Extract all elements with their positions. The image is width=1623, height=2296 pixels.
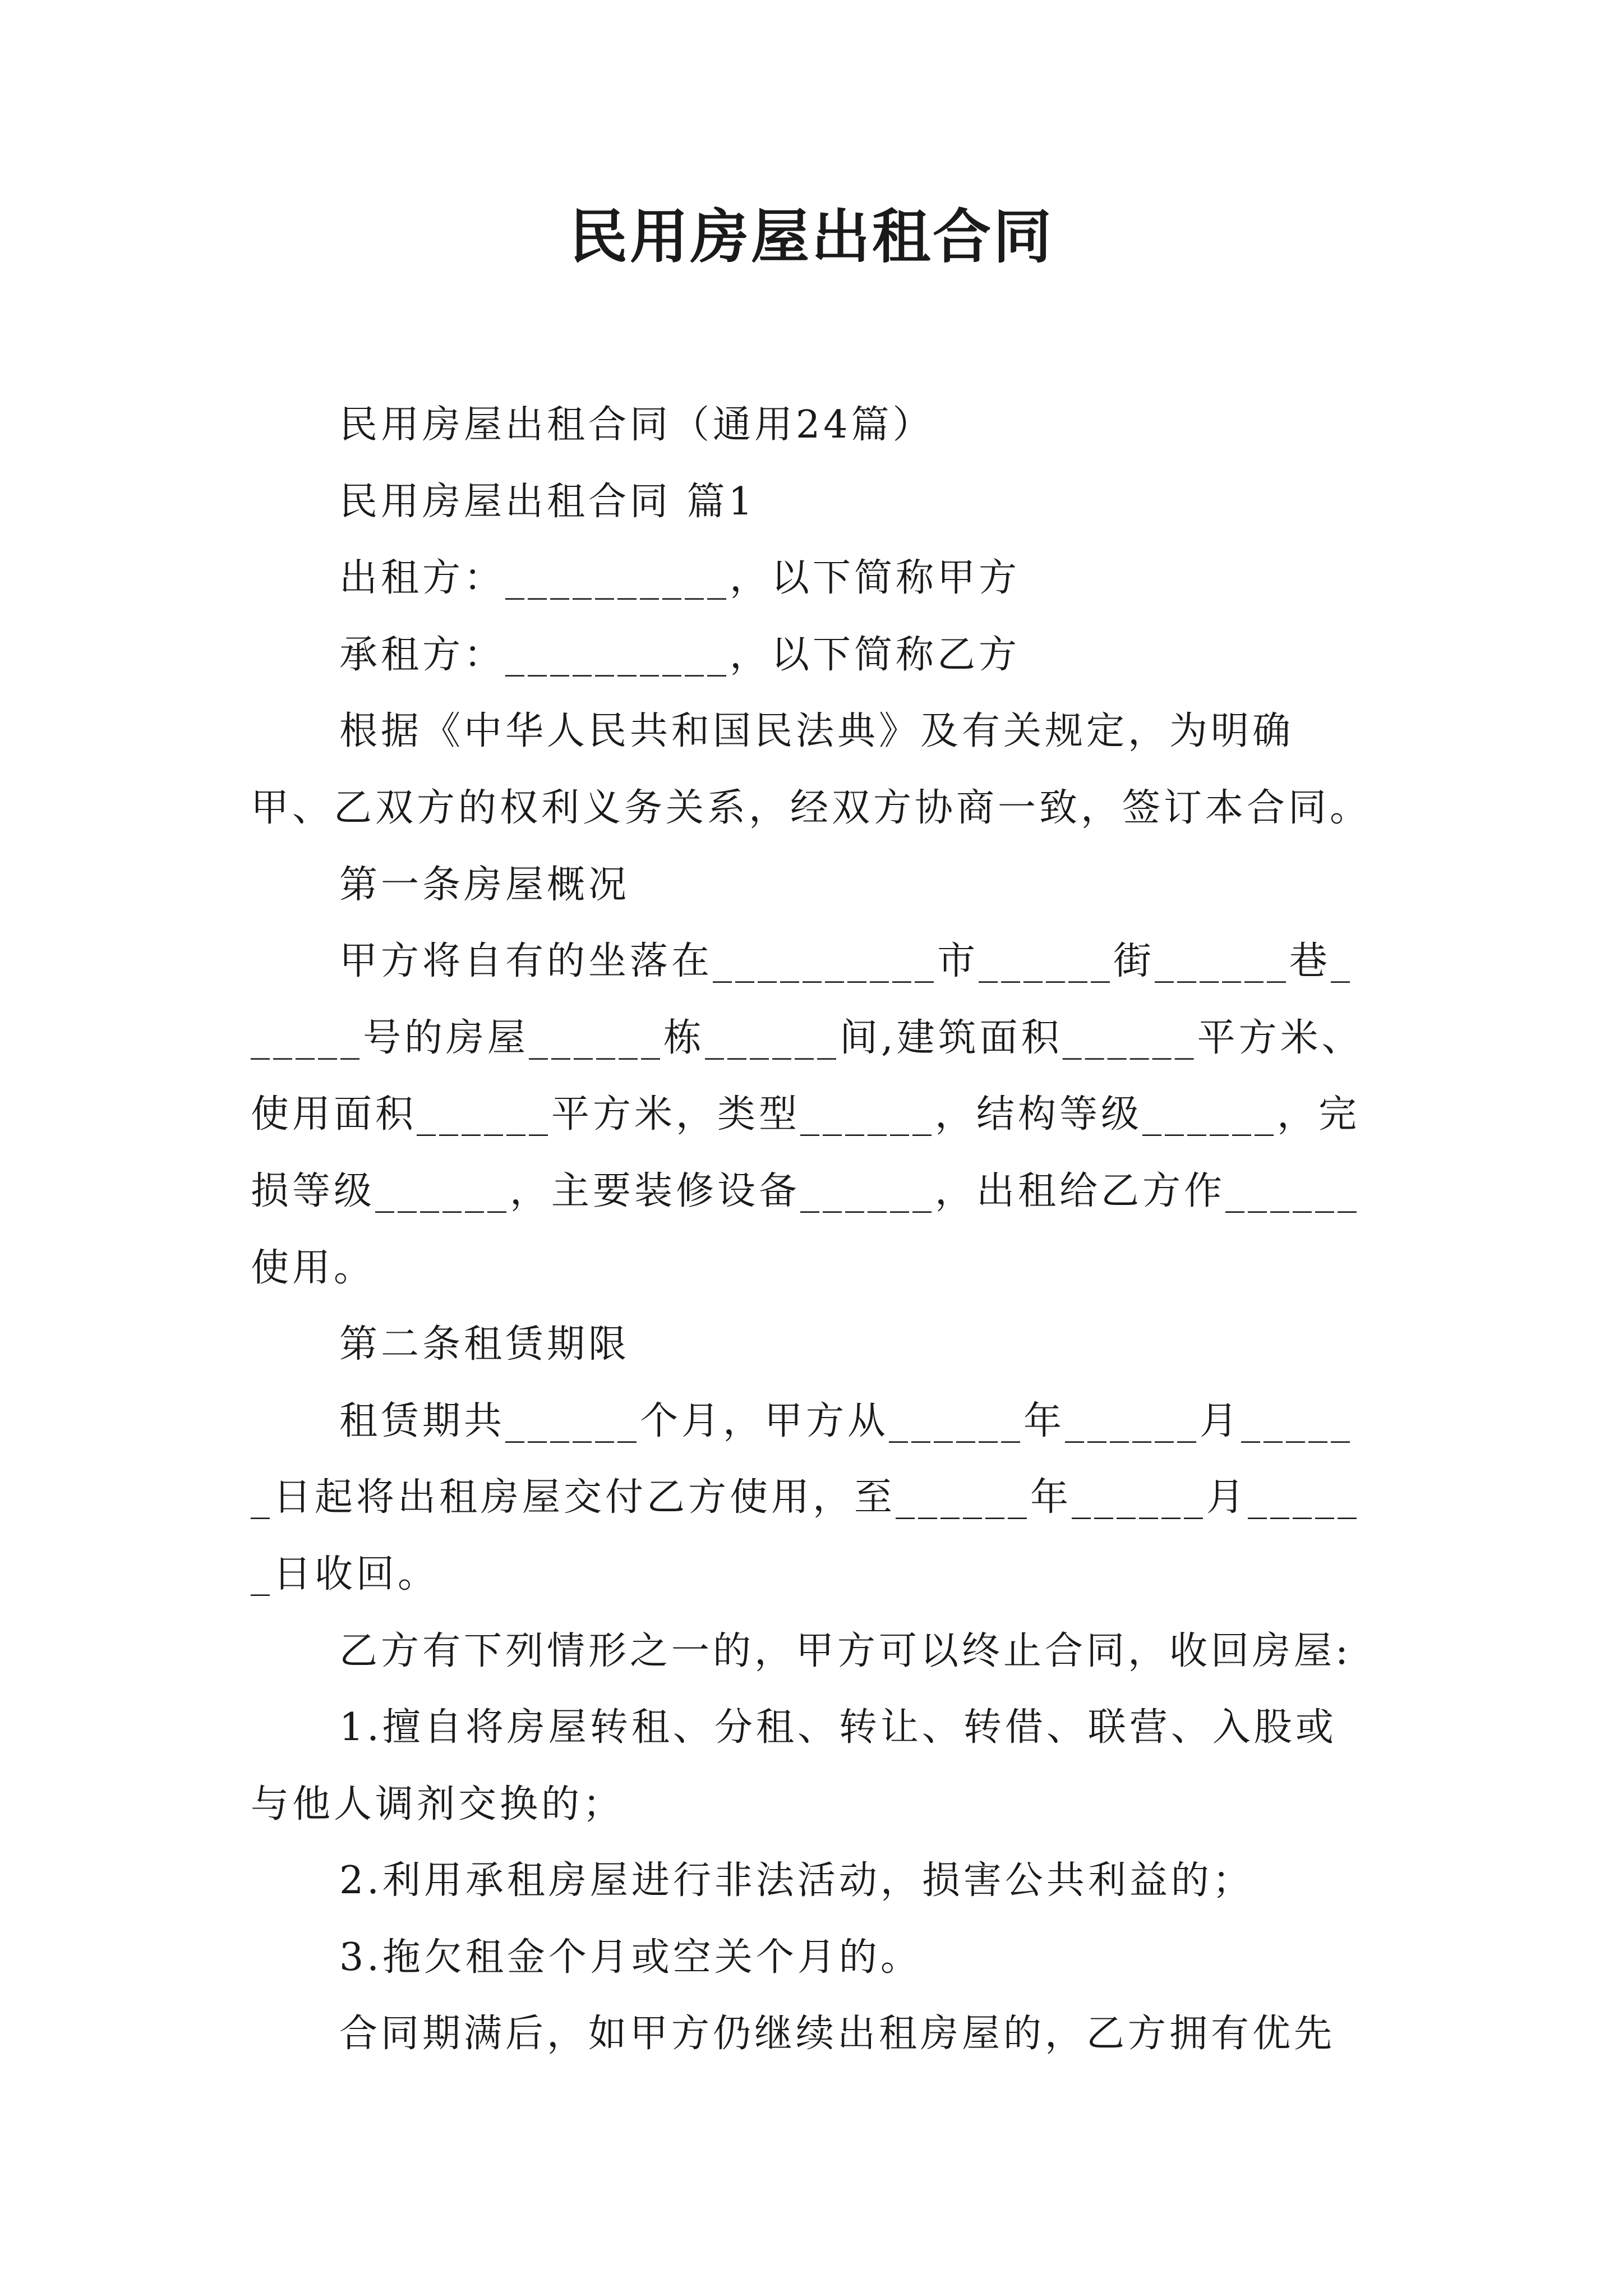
paragraph-termination-item-1: 1.擅自将房屋转租、分租、转让、转借、联营、入股或与他人调剂交换的； — [251, 1705, 1337, 1826]
paragraph-article-1-heading: 第一条房屋概况 — [339, 862, 630, 907]
paragraph-article-2-body: 租赁期共______个月，甲方从______年______月______日起将出租房屋交付乙方使用，至______年______月______日收回。 — [251, 1398, 1361, 1596]
paragraph-section-heading: 民用房屋出租合同 篇1 — [339, 479, 756, 524]
paragraph-termination-item-3: 3.拖欠租金个月或空关个月的。 — [339, 1935, 922, 1980]
paragraph-termination-intro: 乙方有下列情形之一的，甲方可以终止合同，收回房屋: — [339, 1628, 1352, 1673]
paragraph-article-1-body: 甲方将自有的坐落在__________市______街______巷______号的房屋______栋______间,建筑面积______平方米、使用面积______平方米，类型______，结构等级______，完损等级______，主要装修设备______，出租给乙方作______使用。 — [251, 939, 1363, 1290]
paragraph-renewal: 合同期满后，如甲方仍继续出租房屋的，乙方拥有优先 — [339, 2012, 1336, 2056]
paragraph-subtitle: 民用房屋出租合同（通用24篇） — [339, 403, 934, 447]
paragraph-lessee: 承租方：__________，以下简称乙方 — [339, 632, 1021, 677]
paragraph-termination-item-2: 2.利用承租房屋进行非法活动，损害公共利益的； — [339, 1858, 1254, 1903]
document-title: 民用房屋出租合同 — [569, 202, 1054, 271]
paragraph-preamble: 根据《中华人民共和国民法典》及有关规定，为明确甲、乙双方的权利义务关系，经双方协商一致，签订本合同。 — [251, 709, 1372, 830]
document-body — [251, 387, 1372, 2073]
paragraph-article-2-heading: 第二条租赁期限 — [339, 1322, 630, 1367]
paragraph-lessor: 出租方：__________，以下简称甲方 — [339, 556, 1021, 601]
